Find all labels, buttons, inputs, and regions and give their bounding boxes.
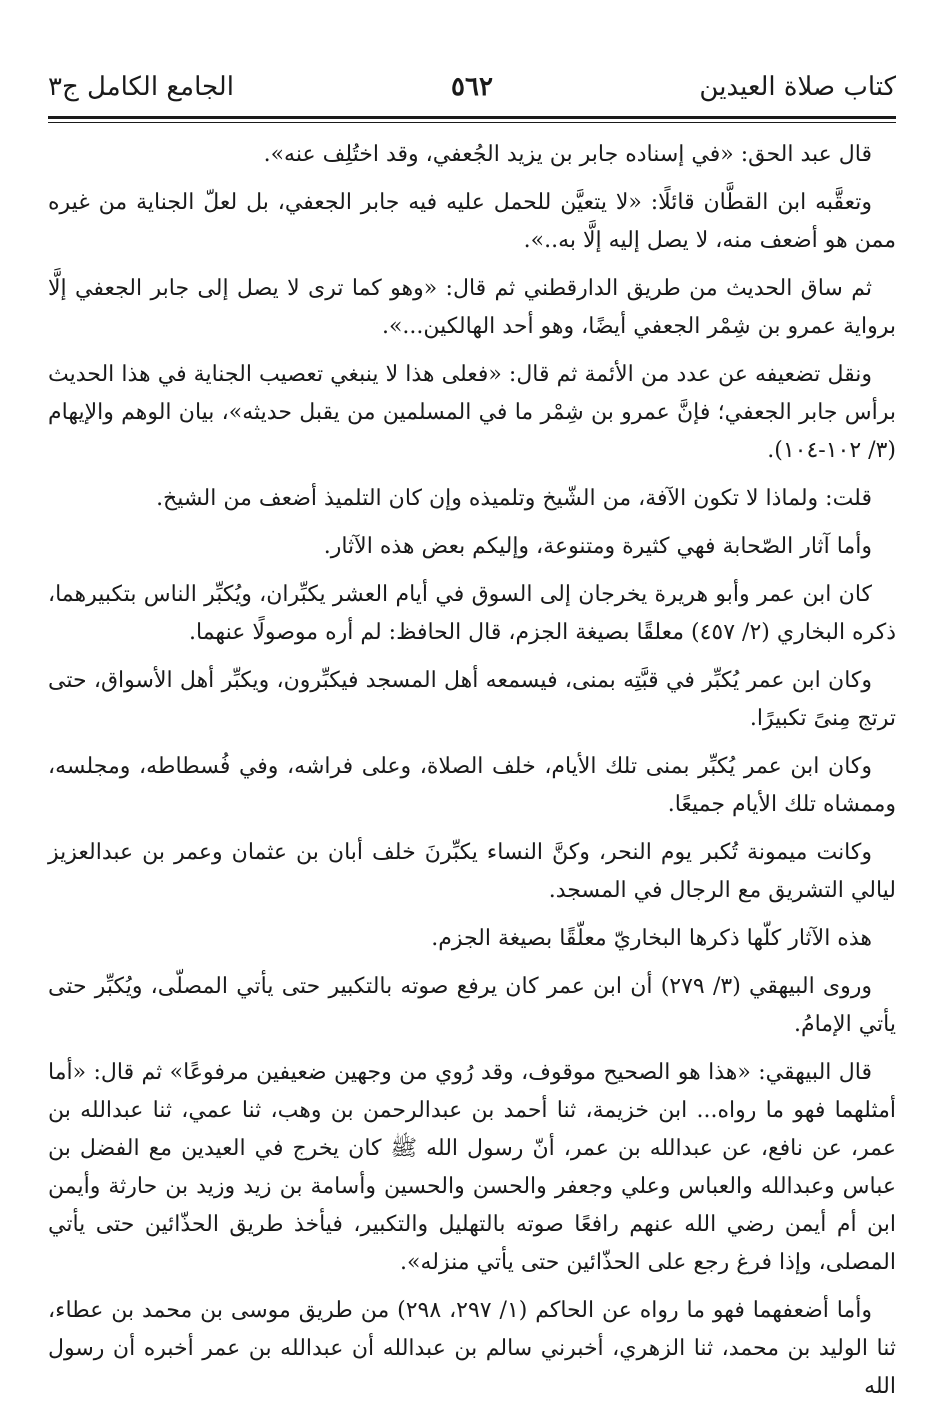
paragraph: وكانت ميمونة تُكبر يوم النحر، وكنَّ النساء يكبِّرنَ خلف أبان بن عثمان وعمر بن عبدالعزيز ليالي التشريق مع الرجال في المسجد.	[48, 840, 896, 903]
paragraph: كان ابن عمر وأبو هريرة يخرجان إلى السوق في أيام العشر يكبِّران، ويُكبِّر الناس بتكبيرهما، ذكره البخاري (٢/ ٤٥٧) معلقًا بصيغة الجزم، قال الحافظ: لم أره موصولًا عنهما.	[48, 582, 896, 645]
body-text	[48, 136, 896, 1416]
paragraph: ونقل تضعيفه عن عدد من الأئمة ثم قال: «فعلى هذا لا ينبغي تعصيب الجناية في هذا الحديث برأس جابر الجعفي؛ فإنَّ عمرو بن شِمْر ما في المسلمين من يقبل حديثه»، بيان الوهم والإيهام (٣/ ١٠٢-١٠٤).	[48, 362, 897, 463]
page-header	[48, 72, 896, 112]
header-rule-thin	[48, 122, 896, 123]
paragraph: وتعقَّبه ابن القطَّان قائلًا: «لا يتعيَّن للحمل عليه فيه جابر الجعفي، بل لعلّ الجناية من غيره ممن هو أضعف منه، لا يصل إليه إلَّا به..».	[48, 190, 896, 253]
paragraph: قال البيهقي: «هذا هو الصحيح موقوف، وقد رُوي من وجهين ضعيفين مرفوعًا» ثم قال: «أما أمثلهما فهو ما رواه... ابن خزيمة، ثنا أحمد بن عبدالرحمن بن وهب، ثنا عمي، ثنا عبدالله بن عمر، عن نافع، عن عبدالله بن عمر، أنّ رسول الله ﷺ كان يخرج في العيدين مع الفضل بن عباس وعبدالله والعباس وعلي وجعفر والحسن والحسين وأسامة بن زيد وزيد بن حارثة وأيمن ابن أم أيمن رضي الله عنهم رافعًا صوته بالتهليل والتكبير، فيأخذ طريق الحذّائين حتى يأتي المصلى، وإذا فرغ رجع على الحذّائين حتى يأتي منزله».	[48, 1060, 896, 1275]
paragraph: قلت: ولماذا لا تكون الآفة، من الشّيخ وتلميذه وإن كان التلميذ أضعف من الشيخ.	[156, 486, 872, 511]
chapter-title: كتاب صلاة العيدين	[699, 72, 896, 102]
paragraph: وأما آثار الصّحابة فهي كثيرة ومتنوعة، وإليكم بعض هذه الآثار.	[323, 534, 872, 559]
paragraph: قال عبد الحق: «في إسناده جابر بن يزيد الجُعفي، وقد اختُلِف عنه».	[263, 142, 872, 167]
paragraph: هذه الآثار كلّها ذكرها البخاريّ معلّقًا بصيغة الجزم.	[431, 926, 872, 951]
page-number: ٥٦٢	[451, 72, 493, 102]
paragraph: ثم ساق الحديث من طريق الدارقطني ثم قال: «وهو كما ترى لا يصل إلى جابر الجعفي إلَّا برواية عمرو بن شِمْر الجعفي أيضًا، وهو أحد الهالكين...».	[48, 276, 896, 339]
header-rule-thick	[48, 116, 896, 119]
paragraph: وكان ابن عمر يُكبِّر بمنى تلك الأيام، خلف الصلاة، وعلى فراشه، وفي فُسطاطه، ومجلسه، وممشاه تلك الأيام جميعًا.	[48, 754, 896, 817]
paragraph: وروى البيهقي (٣/ ٢٧٩) أن ابن عمر كان يرفع صوته بالتكبير حتى يأتي المصلّى، ويُكبِّر حتى يأتي الإمامُ.	[48, 974, 896, 1037]
paragraph: وكان ابن عمر يُكبِّر في قبَّتِه بمنى، فيسمعه أهل المسجد فيكبِّرون، ويكبِّر أهل الأسواق، حتى ترتج مِنىً تكبيرًا.	[48, 668, 896, 731]
book-title: الجامع الكامل ج٣	[48, 72, 234, 102]
paragraph: وأما أضعفهما فهو ما رواه عن الحاكم (١/ ٢٩٧، ٢٩٨) من طريق موسى بن محمد بن عطاء، ثنا الوليد بن محمد، ثنا الزهري، أخبرني سالم بن عبدالله أن عبدالله بن عمر أخبره أن رسول الله	[48, 1298, 896, 1399]
